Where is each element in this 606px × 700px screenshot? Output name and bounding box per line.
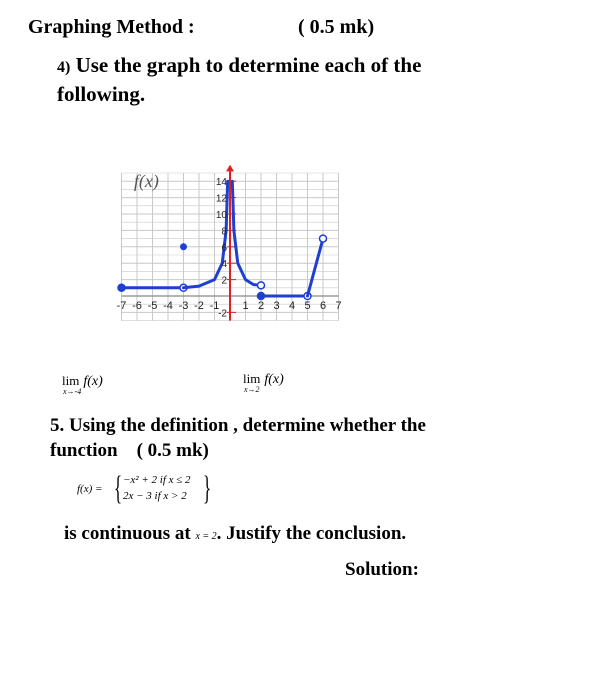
left-brace: { — [114, 470, 123, 507]
function-graph — [86, 110, 376, 342]
x-tick-label: -6 — [132, 300, 142, 312]
closed-dot — [258, 293, 265, 300]
function-label: f(x) — [133, 170, 159, 191]
x-tick-label: 4 — [288, 300, 296, 312]
marks-label: ( 0.5 mk) — [298, 16, 375, 38]
lim-word: lim — [243, 371, 261, 386]
x-tick-label: -3 — [178, 300, 189, 312]
y-tick-label: 4 — [221, 259, 227, 271]
y-tick-label: 2 — [221, 275, 227, 287]
section-title: Graphing Method : — [28, 16, 195, 38]
x-tick-label: 5 — [304, 300, 311, 312]
continuity-statement — [64, 523, 406, 545]
continuity-text-2: . Justify the conclusion. — [216, 523, 407, 544]
y-tick-label: 6 — [221, 242, 227, 254]
x-tick-label: -4 — [163, 300, 173, 312]
question-4-text: Use the graph to determine each of the following. — [57, 53, 422, 106]
x-tick-label: 1 — [242, 300, 249, 312]
continuity-point: x = 2 — [195, 531, 217, 542]
y-tick-label: 12 — [215, 193, 227, 205]
case-1: −x² + 2 if x ≤ 2 — [123, 474, 191, 486]
y-tick-label: 8 — [221, 226, 227, 238]
x-tick-label: -1 — [209, 300, 220, 312]
x-tick-label: 2 — [257, 300, 265, 312]
question-4 — [57, 52, 497, 108]
curve-falling-from-asymptote — [232, 181, 261, 285]
lim-function: f(x) — [83, 374, 103, 389]
open-dot — [258, 282, 265, 289]
x-tick-label: -7 — [116, 300, 127, 312]
solution-label: Solution: — [345, 559, 419, 580]
open-dot — [320, 235, 327, 242]
lim-function: f(x) — [264, 372, 284, 387]
function-lhs: f(x) = — [77, 483, 103, 495]
y-tick-label: 14 — [215, 177, 227, 189]
question-5-text: 5. Using the definition , determine whether the function — [50, 415, 426, 461]
x-tick-label: -2 — [194, 300, 204, 312]
x-tick-label: -5 — [147, 300, 158, 312]
question-5-marks: ( 0.5 mk) — [136, 440, 209, 461]
case-2: 2x − 3 if x > 2 — [123, 490, 187, 502]
y-tick-label: -2 — [218, 308, 227, 320]
x-tick-label: 3 — [273, 300, 280, 312]
right-brace: } — [203, 470, 212, 507]
continuity-text-1: is continuous at — [64, 523, 191, 544]
question-5 — [50, 413, 490, 463]
lim-word: lim — [62, 373, 80, 388]
limit-expression-1 — [62, 372, 103, 396]
y-tick-label: 10 — [215, 210, 227, 221]
isolated-point — [180, 243, 187, 250]
lim-approach: x→2 — [244, 385, 260, 394]
x-tick-label: 6 — [319, 300, 327, 312]
lim-approach: x→-4 — [63, 387, 82, 396]
y-axis-arrow — [226, 165, 234, 172]
limit-expression-2 — [243, 370, 284, 394]
question-4-number: 4) — [57, 59, 71, 76]
x-tick-label: 7 — [335, 300, 342, 312]
closed-dot — [118, 284, 125, 291]
